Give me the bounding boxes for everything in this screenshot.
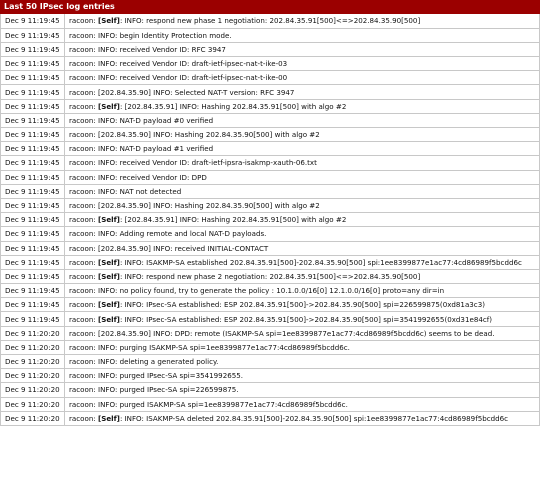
log-self-tag: [Self] [98,271,120,281]
log-source: racoon: [69,158,98,168]
log-message [65,14,540,28]
log-message [65,255,540,269]
log-message [65,113,540,127]
log-timestamp: Dec 9 11:19:45 [1,227,65,241]
log-row [1,99,540,113]
log-message [65,383,540,397]
log-text: [202.84.35.90] INFO: received INITIAL-CONTACT [98,243,269,253]
log-source: racoon: [69,328,98,338]
log-row [1,42,540,56]
log-message [65,213,540,227]
log-timestamp: Dec 9 11:19:45 [1,71,65,85]
log-timestamp: Dec 9 11:19:45 [1,14,65,28]
log-source: racoon: [69,30,98,40]
log-row [1,142,540,156]
log-timestamp: Dec 9 11:19:45 [1,213,65,227]
log-row [1,340,540,354]
log-row [1,57,540,71]
log-message [65,198,540,212]
log-row [1,14,540,28]
log-table [0,14,540,426]
log-text: INFO: NAT-D payload #0 verified [98,115,214,125]
log-row [1,198,540,212]
log-text: INFO: received Vendor ID: RFC 3947 [98,44,226,54]
log-source: racoon: [69,201,98,211]
log-self-tag: [Self] [98,314,120,324]
log-message [65,156,540,170]
log-message [65,397,540,411]
log-self-tag: [Self] [98,413,120,423]
log-row [1,355,540,369]
log-message [65,411,540,425]
log-message [65,326,540,340]
log-row [1,170,540,184]
log-message [65,142,540,156]
log-text: : INFO: ISAKMP-SA deleted 202.84.35.91[500]-202.84.35.90[500] spi:1ee8399877e1ac77:4cd86989f5bcdd6c [119,413,509,423]
log-text: : INFO: IPsec-SA established: ESP 202.84.35.91[500]->202.84.35.90[500] spi=3541992655(0xd31e84cf) [119,314,493,324]
log-self-tag: [Self] [98,101,120,111]
log-row [1,326,540,340]
log-source: racoon: [69,172,98,182]
log-row [1,312,540,326]
log-timestamp: Dec 9 11:19:45 [1,156,65,170]
log-self-tag: [Self] [98,16,120,26]
log-row [1,156,540,170]
log-text: : INFO: IPsec-SA established: ESP 202.84.35.91[500]->202.84.35.90[500] spi=226599875(0xd81a3c3) [119,300,485,310]
log-source: racoon: [69,87,98,97]
log-timestamp: Dec 9 11:20:20 [1,326,65,340]
log-text: [202.84.35.90] INFO: Selected NAT-T version: RFC 3947 [98,87,295,97]
log-timestamp: Dec 9 11:19:45 [1,284,65,298]
log-source: racoon: [69,271,98,281]
log-source: racoon: [69,371,98,381]
log-self-tag: [Self] [98,215,120,225]
log-timestamp: Dec 9 11:19:45 [1,298,65,312]
log-text: : INFO: respond new phase 1 negotiation: 202.84.35.91[500]<=>202.84.35.90[500] [119,16,421,26]
log-text: INFO: purged IPsec-SA spi=3541992655. [98,371,244,381]
log-source: racoon: [69,314,98,324]
log-source: racoon: [69,101,98,111]
log-text: [202.84.35.90] INFO: Hashing 202.84.35.90[500] with algo #2 [98,201,320,211]
log-timestamp: Dec 9 11:19:45 [1,184,65,198]
log-text: INFO: received Vendor ID: draft-ietf-ipsra-isakmp-xauth-06.txt [98,158,317,168]
log-source: racoon: [69,73,98,83]
log-source: racoon: [69,115,98,125]
log-text: INFO: NAT-D payload #1 verified [98,144,214,154]
log-text: : INFO: respond new phase 2 negotiation: 202.84.35.91[500]<=>202.84.35.90[500] [119,271,421,281]
log-row [1,128,540,142]
log-message [65,227,540,241]
log-timestamp: Dec 9 11:19:45 [1,85,65,99]
log-message [65,99,540,113]
log-text: INFO: Adding remote and local NAT-D payloads. [98,229,267,239]
log-row [1,284,540,298]
log-source: racoon: [69,44,98,54]
log-message [65,284,540,298]
log-row [1,28,540,42]
log-message [65,184,540,198]
log-row [1,298,540,312]
log-timestamp: Dec 9 11:19:45 [1,312,65,326]
log-source: racoon: [69,16,98,26]
log-row [1,227,540,241]
log-timestamp: Dec 9 11:19:45 [1,113,65,127]
log-source: racoon: [69,215,98,225]
log-row [1,255,540,269]
log-source: racoon: [69,229,98,239]
log-timestamp: Dec 9 11:19:45 [1,28,65,42]
log-row [1,397,540,411]
log-timestamp: Dec 9 11:20:20 [1,340,65,354]
log-text: INFO: deleting a generated policy. [98,357,219,367]
log-text: [202.84.35.90] INFO: DPD: remote (ISAKMP-SA spi=1ee8399877e1ac77:4cd86989f5bcdd6c) seems to be dead. [98,328,495,338]
log-message [65,355,540,369]
log-source: racoon: [69,144,98,154]
log-row [1,113,540,127]
log-message [65,57,540,71]
log-timestamp: Dec 9 11:20:20 [1,383,65,397]
log-message [65,312,540,326]
log-source: racoon: [69,243,98,253]
log-timestamp: Dec 9 11:19:45 [1,269,65,283]
log-source: racoon: [69,357,98,367]
log-source: racoon: [69,130,98,140]
log-timestamp: Dec 9 11:19:45 [1,57,65,71]
log-timestamp: Dec 9 11:19:45 [1,142,65,156]
log-timestamp: Dec 9 11:19:45 [1,241,65,255]
log-timestamp: Dec 9 11:19:45 [1,128,65,142]
log-text: : [202.84.35.91] INFO: Hashing 202.84.35.91[500] with algo #2 [119,215,347,225]
log-row [1,383,540,397]
log-source: racoon: [69,257,98,267]
log-timestamp: Dec 9 11:20:20 [1,411,65,425]
log-source: racoon: [69,342,98,352]
log-self-tag: [Self] [98,300,120,310]
log-source: racoon: [69,286,98,296]
log-message [65,85,540,99]
log-message [65,369,540,383]
log-message [65,42,540,56]
log-self-tag: [Self] [98,257,120,267]
log-row [1,184,540,198]
log-timestamp: Dec 9 11:19:45 [1,198,65,212]
log-row [1,71,540,85]
log-text: INFO: purged IPsec-SA spi=226599875. [98,385,239,395]
log-text: INFO: purged ISAKMP-SA spi=1ee8399877e1ac77:4cd86989f5bcdd6c. [98,399,348,409]
log-text: INFO: no policy found, try to generate the policy : 10.1.0.0/16[0] 12.1.0.0/16[0] proto=any dir=in [98,286,445,296]
log-message [65,128,540,142]
log-text: INFO: received Vendor ID: draft-ietf-ipsec-nat-t-ike-03 [98,59,288,69]
log-source: racoon: [69,385,98,395]
log-row [1,411,540,425]
log-text: INFO: received Vendor ID: DPD [98,172,207,182]
log-table-body [1,14,540,425]
log-text: INFO: begin Identity Protection mode. [98,30,232,40]
log-row [1,269,540,283]
log-timestamp: Dec 9 11:19:45 [1,42,65,56]
log-source: racoon: [69,300,98,310]
log-source: racoon: [69,399,98,409]
log-timestamp: Dec 9 11:20:20 [1,369,65,383]
log-message [65,170,540,184]
log-message [65,71,540,85]
log-row [1,369,540,383]
log-text: INFO: received Vendor ID: draft-ietf-ipsec-nat-t-ike-00 [98,73,288,83]
log-row [1,241,540,255]
log-text: INFO: purging ISAKMP-SA spi=1ee8399877e1ac77:4cd86989f5bcdd6c. [98,342,350,352]
log-text: INFO: NAT not detected [98,186,182,196]
log-timestamp: Dec 9 11:20:20 [1,397,65,411]
log-source: racoon: [69,413,98,423]
log-timestamp: Dec 9 11:19:45 [1,255,65,269]
log-message [65,340,540,354]
log-message [65,269,540,283]
log-text: [202.84.35.90] INFO: Hashing 202.84.35.90[500] with algo #2 [98,130,320,140]
log-message [65,241,540,255]
log-row [1,213,540,227]
log-text: : [202.84.35.91] INFO: Hashing 202.84.35.91[500] with algo #2 [119,101,347,111]
log-row [1,85,540,99]
log-source: racoon: [69,186,98,196]
log-timestamp: Dec 9 11:20:20 [1,355,65,369]
log-source: racoon: [69,59,98,69]
log-message [65,298,540,312]
log-timestamp: Dec 9 11:19:45 [1,170,65,184]
log-timestamp: Dec 9 11:19:45 [1,99,65,113]
log-panel-title: Last 50 IPsec log entries [0,0,540,14]
log-text: : INFO: ISAKMP-SA established 202.84.35.91[500]-202.84.35.90[500] spi:1ee8399877e1ac77:4cd86989f5bcdd6c [119,257,522,267]
log-message [65,28,540,42]
